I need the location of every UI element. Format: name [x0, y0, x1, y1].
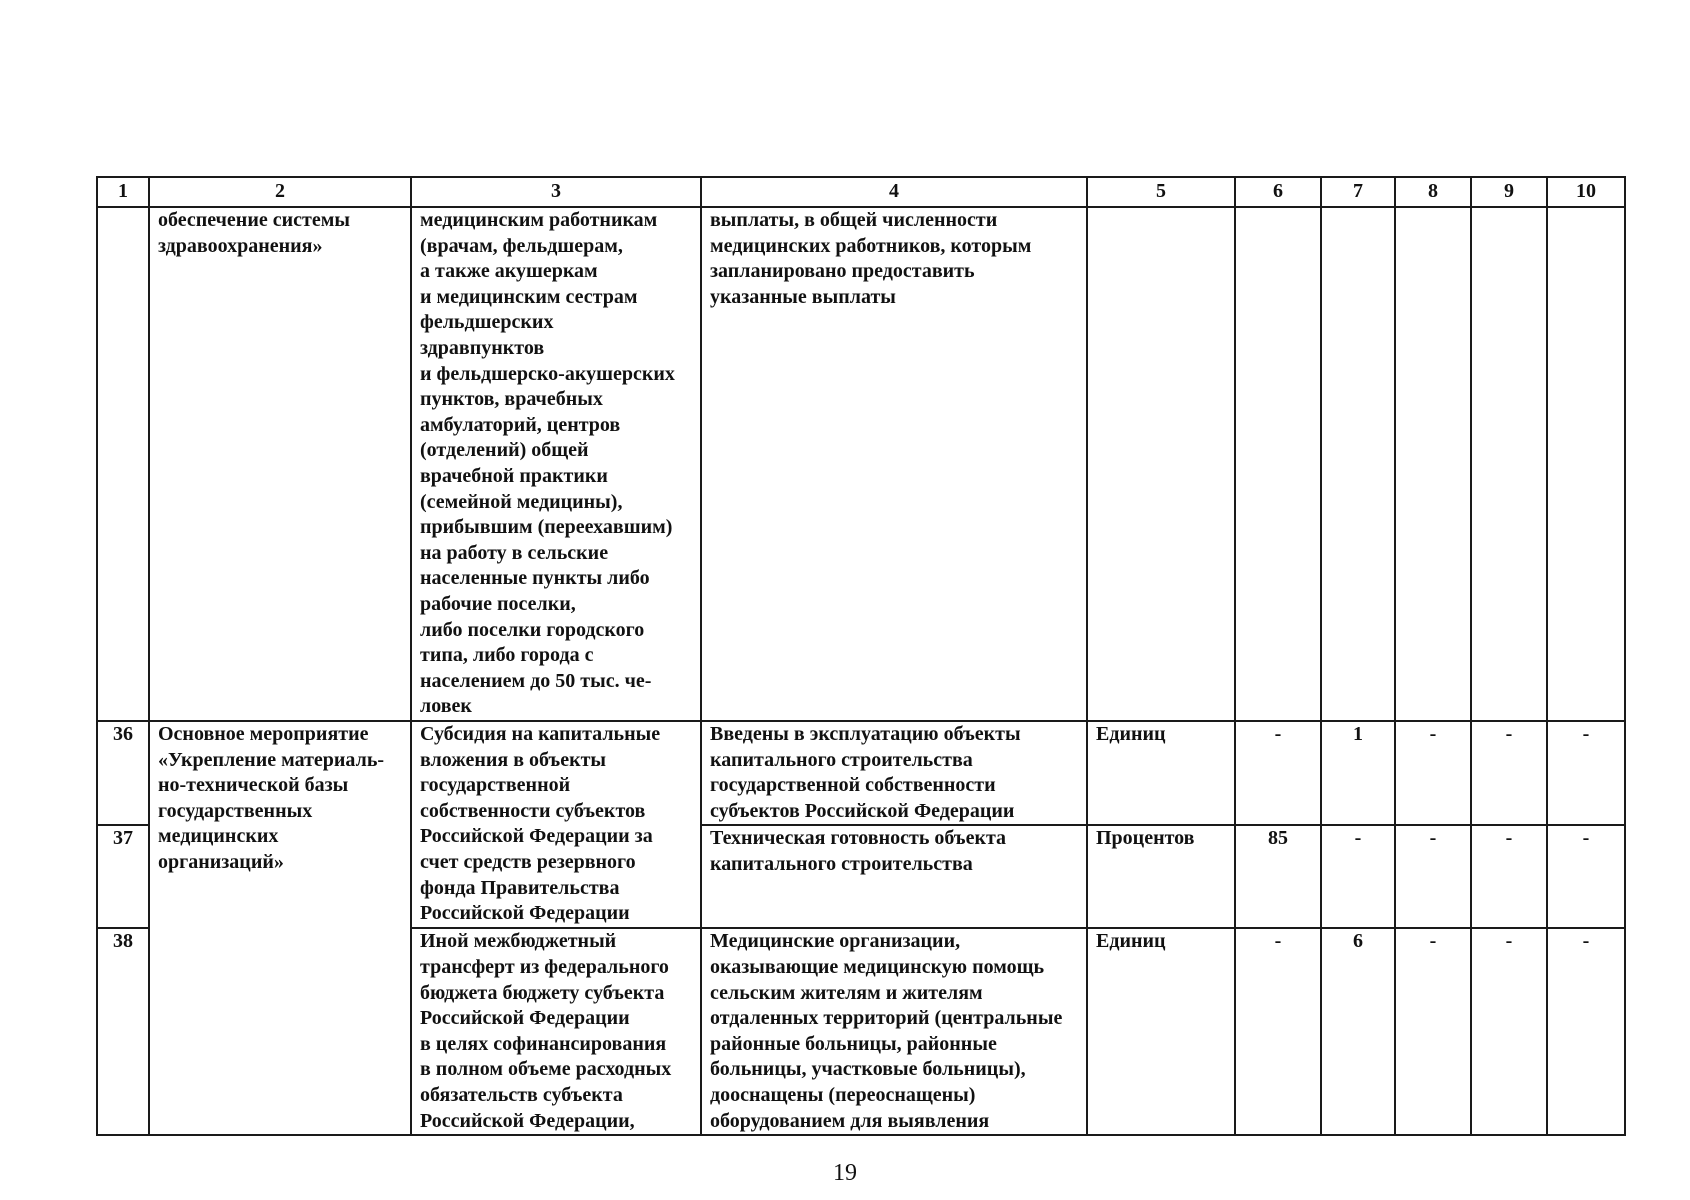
- cell-indicator: Введены в эксплуатацию объекты капитального строительства государственной собственности субъектов Российской Федерации: [701, 721, 1087, 825]
- cell-v8: -: [1395, 928, 1471, 1135]
- cell-v10: -: [1547, 825, 1625, 928]
- cell-v9: -: [1471, 825, 1547, 928]
- cell-v10: -: [1547, 928, 1625, 1135]
- cell-v10: [1547, 207, 1625, 721]
- cell-indicator-continued: выплаты, в общей численности медицинских работников, которым запланировано предоставить указанные выплаты: [701, 207, 1087, 721]
- cell-event-continued: медицинским работникам (врачам, фельдшерам, а также акушеркам и медицинским сестрам фельдшерских здравпунктов и фельдшерско-акушерских пунктов, врачебных амбулаторий, центров (отделений) общей врачебной практики (семейной медицины), прибывшим (переехавшим) на работу в сельские населенные пункты либо рабочие поселки, либо поселки городского типа, либо города с населением до 50 тыс. че- ловек: [411, 207, 701, 721]
- header-col-5: 5: [1087, 177, 1235, 207]
- header-col-6: 6: [1235, 177, 1321, 207]
- cell-measure-continued: обеспечение системы здравоохранения»: [149, 207, 411, 721]
- cell-v9: -: [1471, 721, 1547, 825]
- cell-v6: -: [1235, 928, 1321, 1135]
- cell-v8: -: [1395, 721, 1471, 825]
- cell-v6: 85: [1235, 825, 1321, 928]
- header-col-10: 10: [1547, 177, 1625, 207]
- cell-measure-group: Основное мероприятие «Укрепление материаль- но-технической базы государственных медицинских организаций»: [149, 721, 411, 1135]
- cell-v6: -: [1235, 721, 1321, 825]
- cell-v8: [1395, 207, 1471, 721]
- header-col-1: 1: [97, 177, 149, 207]
- cell-event: Иной межбюджетный трансферт из федерального бюджета бюджету субъекта Российской Федерации в целях софинансирования в полном объеме расходных обязательств субъекта Российской Федерации,: [411, 928, 701, 1135]
- cell-v6: [1235, 207, 1321, 721]
- program-table: [96, 176, 1626, 1136]
- cell-unit: Единиц: [1087, 721, 1235, 825]
- cell-indicator: Техническая готовность объекта капитального строительства: [701, 825, 1087, 928]
- cell-v9: -: [1471, 928, 1547, 1135]
- cell-v10: -: [1547, 721, 1625, 825]
- cell-v7: -: [1321, 825, 1395, 928]
- cell-v7: 6: [1321, 928, 1395, 1135]
- table-row-continuation: [97, 207, 1625, 721]
- cell-v7: 1: [1321, 721, 1395, 825]
- cell-num: [97, 207, 149, 721]
- header-col-7: 7: [1321, 177, 1395, 207]
- header-col-9: 9: [1471, 177, 1547, 207]
- cell-subsidy: Субсидия на капитальные вложения в объекты государственной собственности субъектов Российской Федерации за счет средств резервного фонда Правительства Российской Федерации: [411, 721, 701, 928]
- cell-unit: Единиц: [1087, 928, 1235, 1135]
- row-number: 38: [97, 928, 149, 1135]
- page-number: 19: [833, 1160, 857, 1186]
- header-col-8: 8: [1395, 177, 1471, 207]
- cell-v9: [1471, 207, 1547, 721]
- table-row-36: [97, 721, 1625, 825]
- row-number: 36: [97, 721, 149, 825]
- row-number: 37: [97, 825, 149, 928]
- cell-unit: [1087, 207, 1235, 721]
- header-col-4: 4: [701, 177, 1087, 207]
- cell-v8: -: [1395, 825, 1471, 928]
- cell-unit: Процентов: [1087, 825, 1235, 928]
- header-col-2: 2: [149, 177, 411, 207]
- header-col-3: 3: [411, 177, 701, 207]
- cell-v7: [1321, 207, 1395, 721]
- cell-indicator: Медицинские организации, оказывающие медицинскую помощь сельским жителям и жителям отдаленных территорий (центральные районные больницы, районные больницы, участковые больницы), дооснащены (переоснащены) оборудованием для выявления: [701, 928, 1087, 1135]
- header-row: [97, 177, 1625, 207]
- table-header: [97, 177, 1625, 207]
